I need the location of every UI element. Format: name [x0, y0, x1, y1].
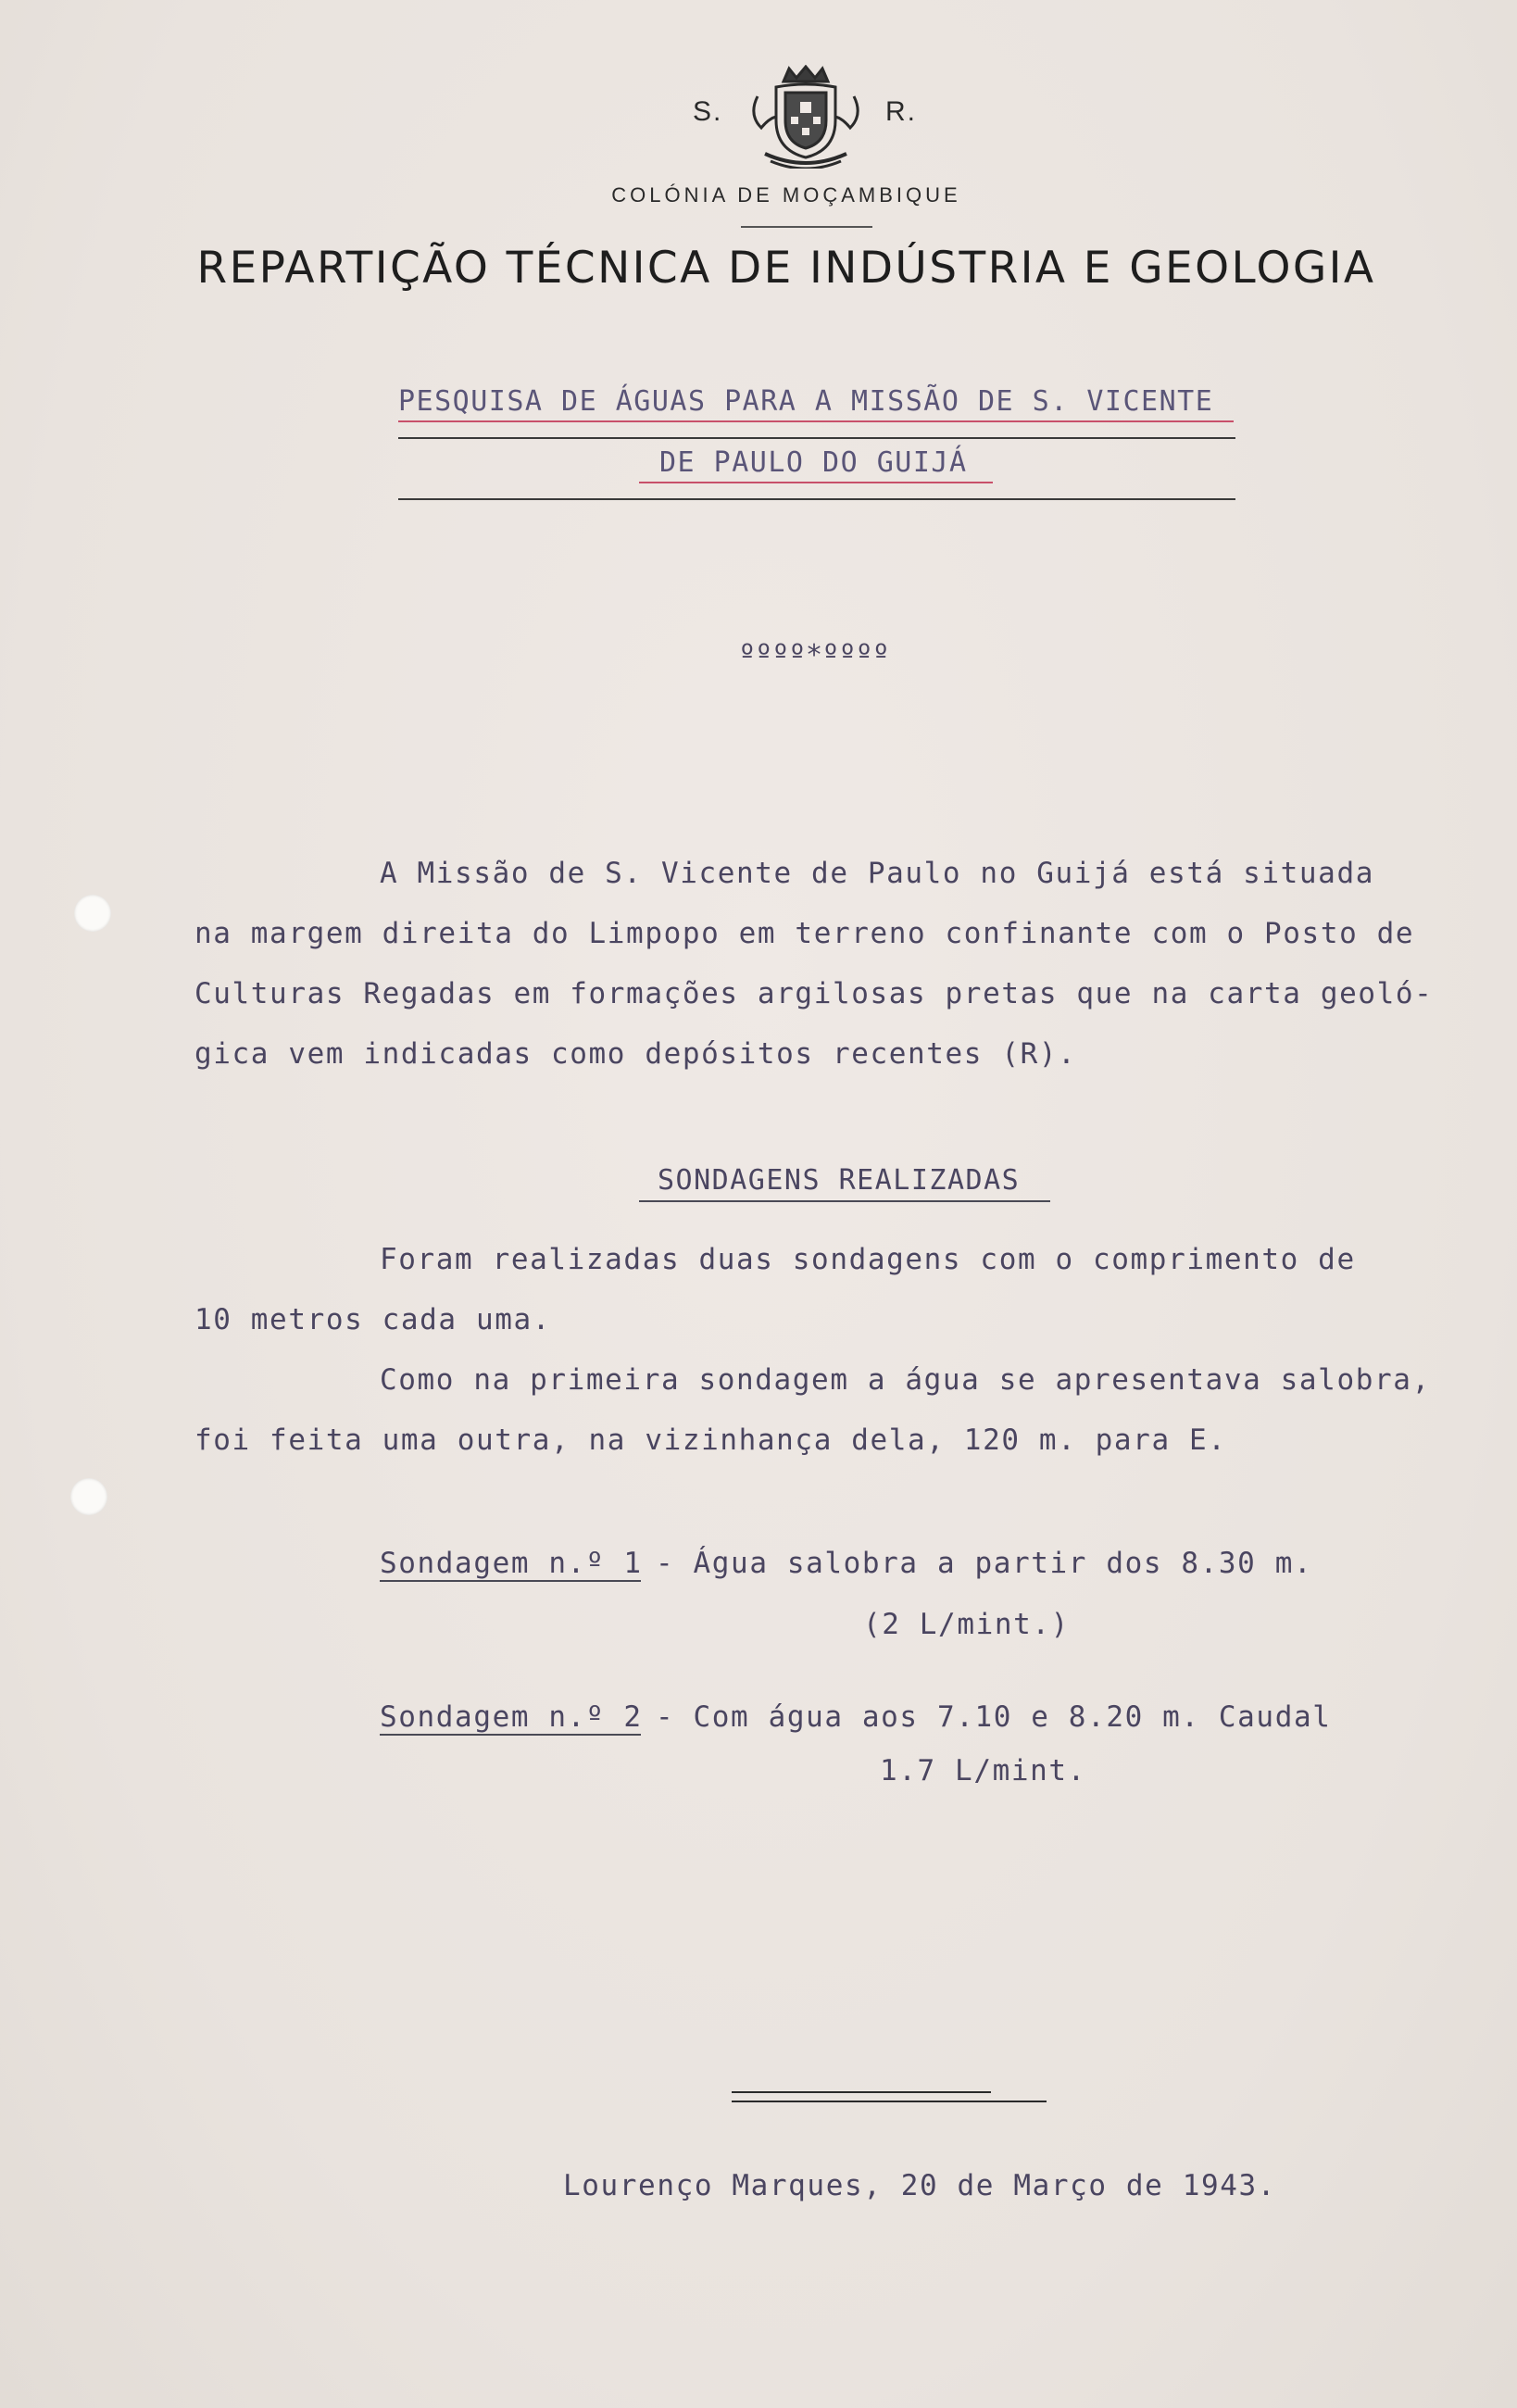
borehole-1-label: Sondagem n.º 1	[380, 1547, 643, 1580]
section-heading-underline	[639, 1200, 1050, 1202]
document-title-line1: PESQUISA DE ÁGUAS PARA A MISSÃO DE S. VICENTE	[398, 385, 1214, 418]
closing-rule-1	[732, 2091, 991, 2093]
punch-hole-top	[74, 895, 111, 932]
section-line-3: Como na primeira sondagem a água se apresentava salobra,	[380, 1363, 1431, 1397]
letterhead-left-initial: S.	[693, 96, 723, 127]
title-underline-red-2	[639, 482, 993, 483]
borehole-1-text: - Água salobra a partir dos 8.30 m.	[656, 1547, 1313, 1580]
title-underline-black-2	[398, 498, 1235, 500]
coat-of-arms-icon	[748, 65, 863, 169]
borehole-2-label: Sondagem n.º 2	[380, 1700, 643, 1734]
punch-hole-bottom	[70, 1478, 107, 1515]
section-line-4: foi feita uma outra, na vizinhança dela, 120 m. para E.	[194, 1423, 1227, 1457]
title-underline-black-1	[398, 437, 1235, 439]
letterhead-divider	[741, 226, 872, 228]
borehole-1-detail: (2 L/mint.)	[863, 1608, 1070, 1641]
borehole-2-underline	[380, 1734, 641, 1736]
section-heading: SONDAGENS REALIZADAS	[658, 1164, 1021, 1197]
section-line-1: Foram realizadas duas sondagens com o comprimento de	[380, 1243, 1356, 1276]
ornamental-separator: ºººº*ºººº	[738, 639, 890, 671]
borehole-2-detail: 1.7 L/mint.	[880, 1754, 1086, 1787]
department-name: REPARTIÇÃO TÉCNICA DE INDÚSTRIA E GEOLOGIA	[196, 243, 1376, 294]
document-title-line2: DE PAULO DO GUIJÁ	[659, 446, 968, 479]
title-underline-red-1	[398, 420, 1234, 422]
intro-line-1: A Missão de S. Vicente de Paulo no Guijá está situada	[380, 857, 1374, 890]
section-line-2: 10 metros cada uma.	[194, 1303, 552, 1336]
intro-line-2: na margem direita do Limpopo em terreno confinante com o Posto de	[194, 917, 1415, 950]
colony-name: COLÓNIA DE MOÇAMBIQUE	[611, 183, 961, 207]
intro-line-3: Culturas Regadas em formações argilosas pretas que na carta geoló-	[194, 977, 1434, 1010]
intro-line-4: gica vem indicadas como depósitos recentes (R).	[194, 1037, 1077, 1071]
borehole-2-text: - Com água aos 7.10 e 8.20 m. Caudal	[656, 1700, 1332, 1734]
place-and-date: Lourenço Marques, 20 de Março de 1943.	[563, 2169, 1277, 2202]
closing-rule-2	[732, 2101, 1047, 2102]
letterhead-right-initial: R.	[885, 96, 917, 127]
borehole-1-underline	[380, 1580, 641, 1582]
